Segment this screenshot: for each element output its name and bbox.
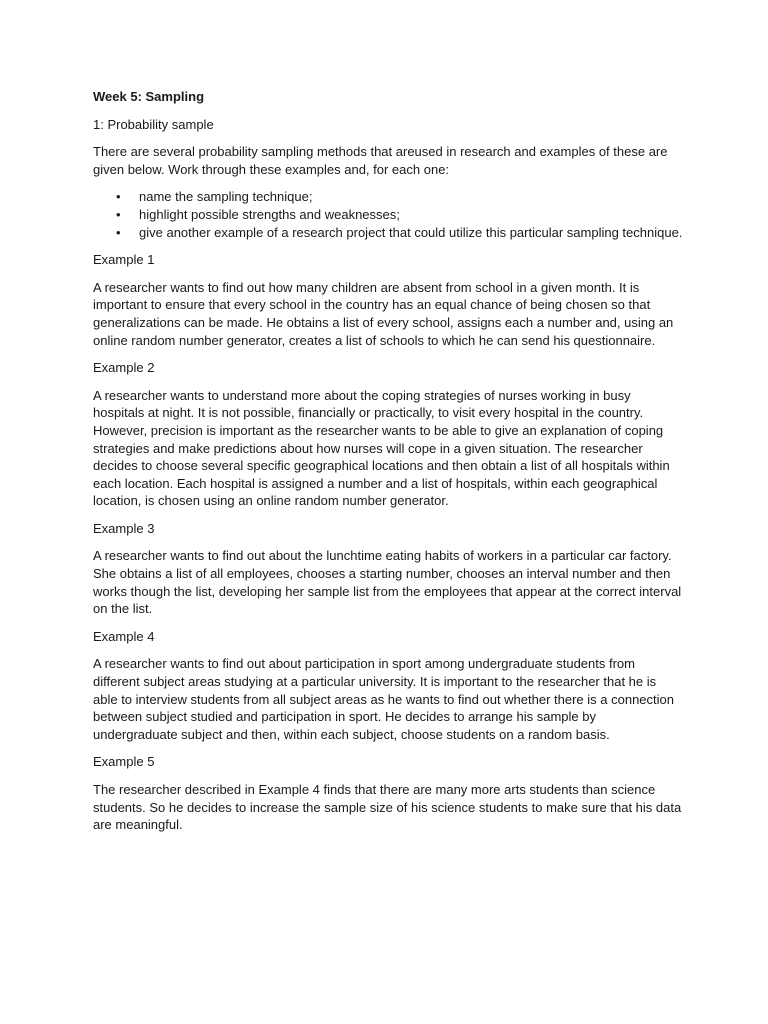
example-5-text: The researcher described in Example 4 finds that there are many more arts students than science students. So he decides to increase the sample size of his science students to make sure that his data are meaningful.: [93, 782, 682, 833]
example-5-label: Example 5: [93, 754, 155, 770]
example-1-label: Example 1: [93, 252, 155, 268]
example-3-text: A researcher wants to find out about the lunchtime eating habits of workers in a particular car factory. She obtains a list of all employees, chooses a starting number, chooses an interval number and then works though the list, developing her sample list from the employees that appear at the correct interval on the list.: [93, 548, 682, 617]
document-title: Week 5: Sampling: [93, 89, 205, 104]
list-item: [93, 206, 683, 224]
example-4-label: Example 4: [93, 628, 155, 644]
example-1-text: A researcher wants to find out how many children are absent from school in a given month. It is important to ensure that every school in the country has an equal chance of being chosen so that generalizations can be made. He obtains a list of every school, assigns each a number and, using an online random number generator, creates a list of schools to which he can send his questionnaire.: [93, 279, 674, 348]
example-3-label: Example 3: [93, 520, 155, 536]
example-2-text: A researcher wants to understand more about the coping strategies of nurses working in busy hospitals at night. It is not possible, financially or practically, to visit every hospital in the country. However, precision is important as the researcher wants to be able to give an explanation of coping strategies and make predictions about how nurses will cope in a given situation. The researcher decides to choose several specific geographical locations and then obtain a list of all hospitals within each location. Each hospital is assigned a number and a list of hospitals, within each geographical location, is chosen using an online random number generator.: [93, 387, 670, 509]
document-page: [93, 88, 683, 844]
list-item-text: name the sampling technique;: [139, 189, 313, 205]
example-2-label: Example 2: [93, 360, 155, 376]
list-item: [93, 224, 683, 242]
example-4-text: A researcher wants to find out about participation in sport among undergraduate students from different subject areas studying at a particular university. It is important to the researcher that he is able to interview students from all subject areas as he wants to find out whether there is a connection between subject studied and participation in sport. He decides to arrange his sample by undergraduate subject and then, within each subject, choose students on a random basis.: [93, 656, 674, 742]
list-item-text: give another example of a research project that could utilize this particular sampling technique.: [139, 224, 683, 240]
bullet-icon: •: [116, 206, 121, 222]
instruction-list: [93, 188, 683, 241]
intro-paragraph: There are several probability sampling methods that areused in research and examples of these are given below. Work through these examples and, for each one:: [93, 144, 668, 177]
bullet-icon: •: [116, 224, 121, 240]
list-item: [93, 188, 683, 206]
list-item-text: highlight possible strengths and weaknesses;: [139, 206, 400, 222]
bullet-icon: •: [116, 189, 121, 205]
section-heading: 1: Probability sample: [93, 116, 214, 132]
